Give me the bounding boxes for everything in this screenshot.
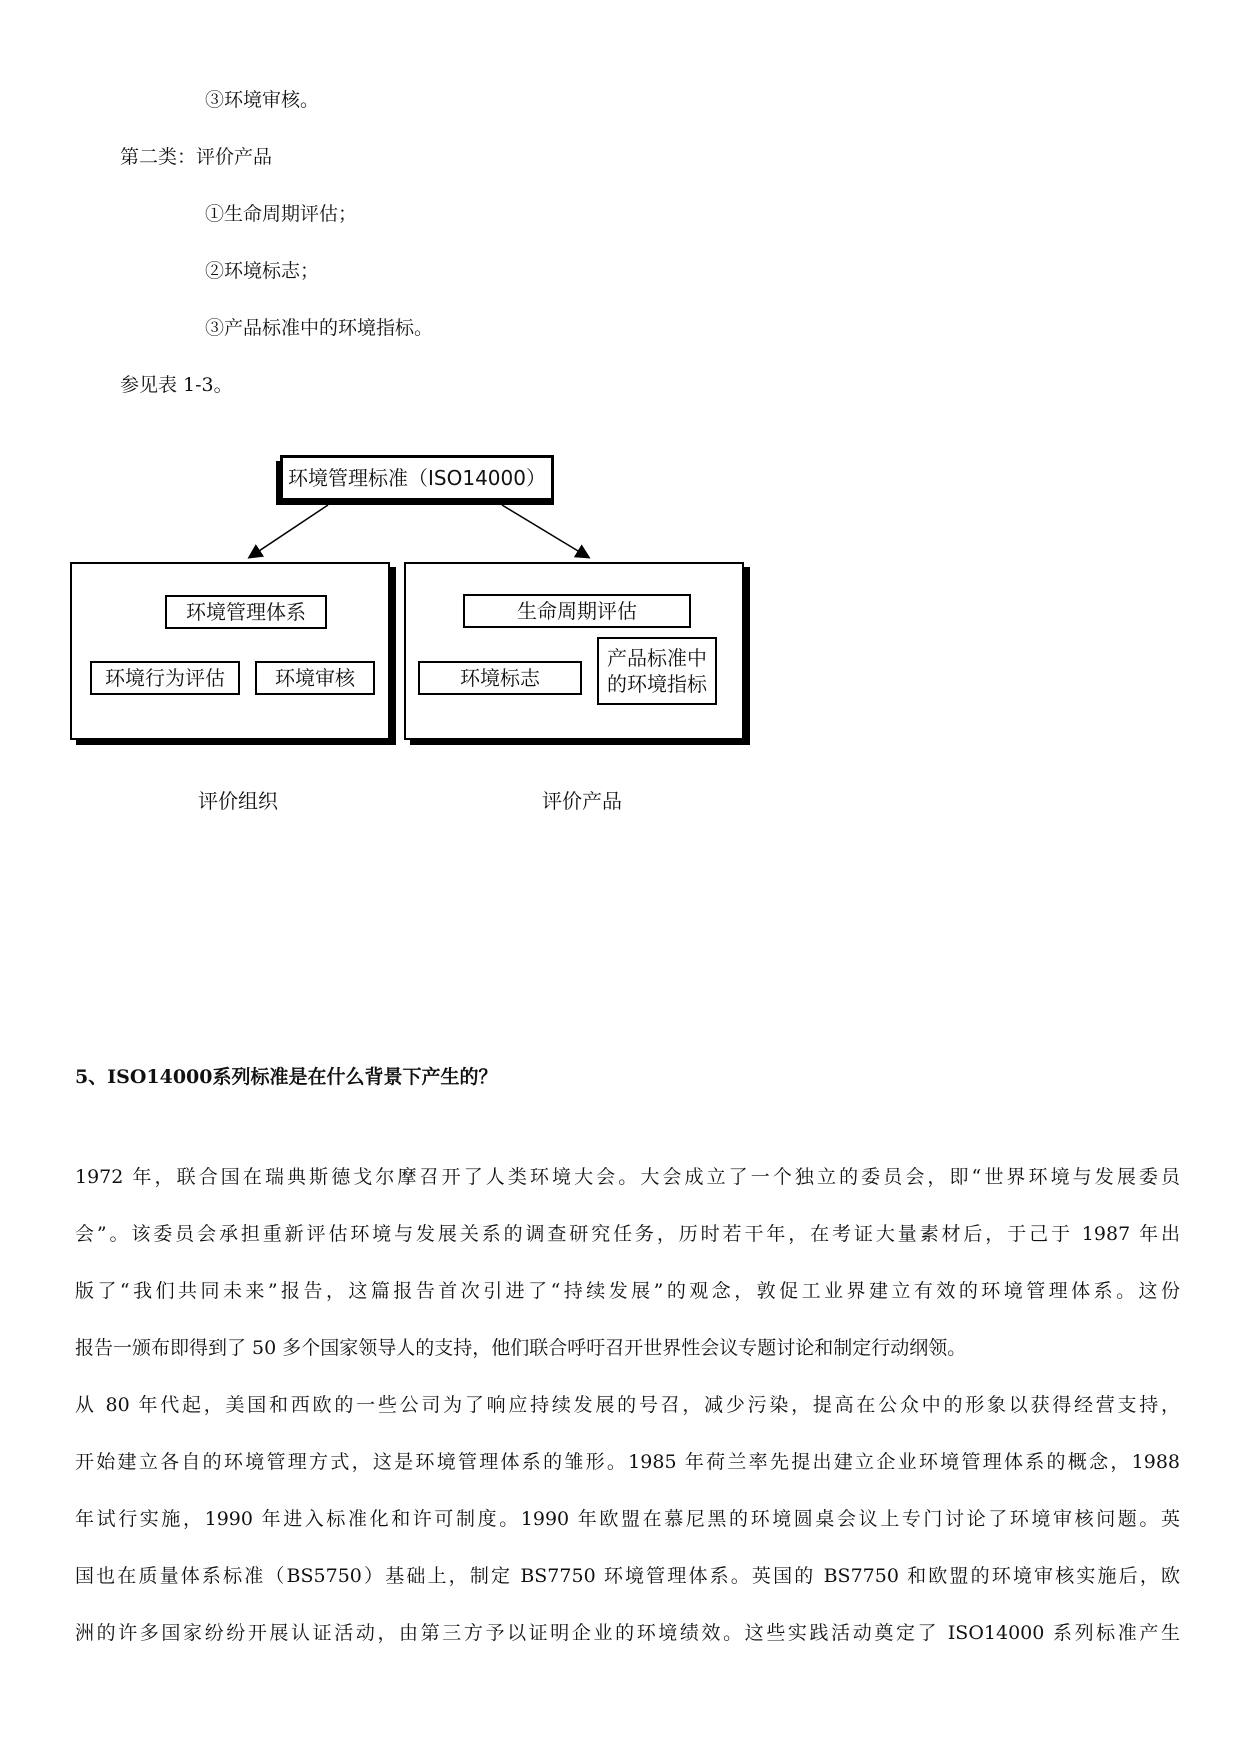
env-performance-eval-box: 环境行为评估: [90, 661, 240, 695]
iso14000-structure-diagram: [70, 455, 850, 825]
env-management-system-box: 环境管理体系: [165, 595, 327, 629]
root-standard-box: 环境管理标准（ISO14000）: [280, 455, 554, 501]
paragraph-1-line-4: 报告一颁布即得到了 50 多个国家领导人的支持，他们联合呼吁召开世界性会议专题讨论和制定行动纲领。: [75, 1337, 967, 1359]
arrow-right: [502, 505, 588, 557]
paragraph-2-line-2: 开始建立各自的环境管理方式，这是环境管理体系的雏形。1985 年荷兰率先提出建立企业环境管理体系的概念，1988: [75, 1451, 1180, 1473]
evaluate-organization-box: [70, 562, 390, 740]
paragraph-1-line-1: 1972 年，联合国在瑞典斯德戈尔摩召开了人类环境大会。大会成立了一个独立的委员会，即“世界环境与发展委员: [75, 1166, 1180, 1188]
paragraph-2-line-3: 年试行实施，1990 年进入标准化和许可制度。1990 年欧盟在慕尼黑的环境圆桌会议上专门讨论了环境审核问题。英: [75, 1508, 1180, 1530]
arrow-left: [250, 505, 328, 557]
list-item-env-audit: ③环境审核。: [205, 89, 320, 111]
caption-evaluate-product: 评价产品: [542, 789, 622, 813]
category-two-heading: 第二类：评价产品: [120, 146, 273, 168]
life-cycle-assessment-box: 生命周期评估: [463, 594, 691, 628]
paragraph-1-line-3: 版了“我们共同未来”报告，这篇报告首次引进了“持续发展”的观念，敦促工业界建立有效的环境管理体系。这份: [75, 1280, 1180, 1302]
env-label-box: 环境标志: [418, 661, 582, 695]
paragraph-1-line-2: 会”。该委员会承担重新评估环境与发展关系的调查研究任务，历时若干年，在考证大量素材后，于己于 1987 年出: [75, 1223, 1180, 1245]
env-audit-box: 环境审核: [255, 661, 375, 695]
paragraph-2-line-4: 国也在质量体系标准（BS5750）基础上，制定 BS7750 环境管理体系。英国的 BS7750 和欧盟的环境审核实施后，欧: [75, 1565, 1180, 1587]
table-reference: 参见表 1-3。: [120, 374, 233, 396]
list-item-env-label: ②环境标志；: [205, 260, 320, 282]
section-heading: 5、ISO14000系列标准是在什么背景下产生的？: [75, 1066, 498, 1088]
product-env-indicator-box: 产品标准中 的环境指标: [597, 637, 717, 705]
list-item-life-cycle: ①生命周期评估；: [205, 203, 358, 225]
paragraph-2-line-5: 洲的许多国家纷纷开展认证活动，由第三方予以证明企业的环境绩效。这些实践活动奠定了 ISO14000 系列标准产生: [75, 1622, 1180, 1644]
paragraph-2-line-1: 从 80 年代起，美国和西欧的一些公司为了响应持续发展的号召，减少污染，提高在公众中的形象以获得经营支持，: [75, 1394, 1180, 1416]
list-item-product-indicator: ③产品标准中的环境指标。: [205, 317, 434, 339]
caption-evaluate-organization: 评价组织: [198, 789, 278, 813]
